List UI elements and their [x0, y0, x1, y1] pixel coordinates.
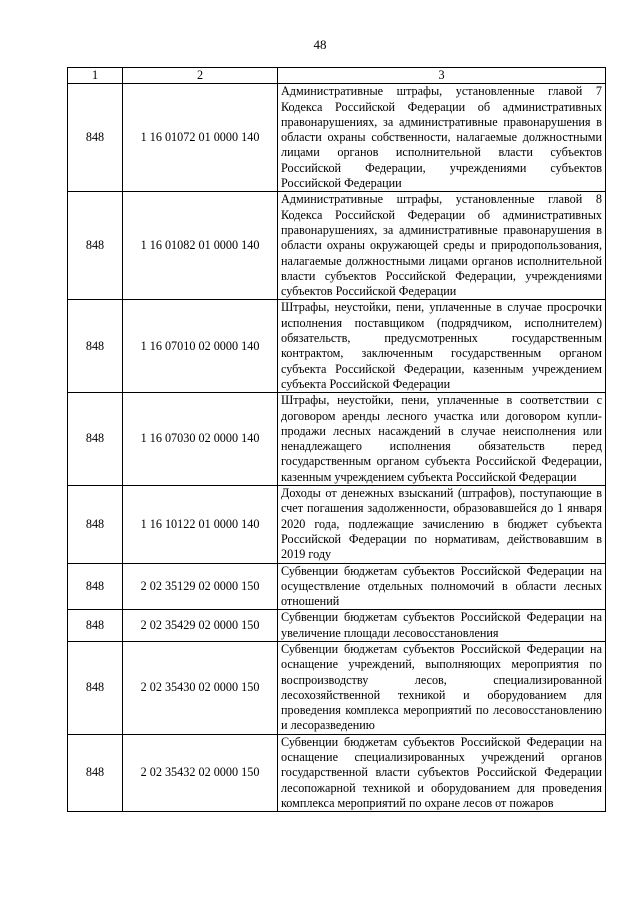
column-header-2: 2: [123, 68, 278, 84]
table-row: [68, 563, 606, 610]
admin-code-cell: 848: [68, 300, 123, 393]
table-row: [68, 192, 606, 300]
income-code-cell: 1 16 07030 02 0000 140: [123, 393, 278, 486]
income-code-cell: 2 02 35432 02 0000 150: [123, 734, 278, 811]
admin-code-cell: 848: [68, 393, 123, 486]
admin-code-cell: 848: [68, 734, 123, 811]
description-cell: Доходы от денежных взысканий (штрафов), поступающие в счет погашения задолженности, образовавшейся до 1 января 2020 года, подлежащие зачислению в бюджет субъекта Российской Федерации по нормативам, действовавшим в 2019 году: [278, 486, 606, 563]
income-code-cell: 1 16 10122 01 0000 140: [123, 486, 278, 563]
column-header-1: 1: [68, 68, 123, 84]
column-header-3: 3: [278, 68, 606, 84]
description-cell: Штрафы, неустойки, пени, уплаченные в случае просрочки исполнения поставщиком (подрядчиком, исполнителем) обязательств, предусмотренных государственным контрактом, заключенным государственным органом субъекта Российской Федерации, казенным учреждением субъекта Российской Федерации: [278, 300, 606, 393]
table-header-row: [68, 68, 606, 84]
budget-classification-table: [67, 67, 606, 812]
income-code-cell: 1 16 01082 01 0000 140: [123, 192, 278, 300]
admin-code-cell: 848: [68, 84, 123, 192]
table-row: [68, 641, 606, 734]
table-row: [68, 393, 606, 486]
income-code-cell: 2 02 35430 02 0000 150: [123, 641, 278, 734]
description-cell: Субвенции бюджетам субъектов Российской Федерации на увеличение площади лесовосстановления: [278, 610, 606, 642]
income-code-cell: 1 16 01072 01 0000 140: [123, 84, 278, 192]
description-cell: Штрафы, неустойки, пени, уплаченные в соответствии с договором аренды лесного участка или договором купли-продажи лесных насаждений в случае неисполнения или ненадлежащего исполнения обязательств перед государственным органом субъекта Российской Федерации, казенным учреждением субъекта Российской Федерации: [278, 393, 606, 486]
table-row: [68, 610, 606, 642]
admin-code-cell: 848: [68, 563, 123, 610]
table-row: [68, 486, 606, 563]
income-code-cell: 1 16 07010 02 0000 140: [123, 300, 278, 393]
description-cell: Субвенции бюджетам субъектов Российской Федерации на оснащение учреждений, выполняющих мероприятия по воспроизводству лесов, специализированной лесохозяйственной техникой и оборудованием для проведения комплекса мероприятий по лесовосстановлению и лесоразведению: [278, 641, 606, 734]
income-code-cell: 2 02 35429 02 0000 150: [123, 610, 278, 642]
income-code-cell: 2 02 35129 02 0000 150: [123, 563, 278, 610]
admin-code-cell: 848: [68, 641, 123, 734]
table-row: [68, 84, 606, 192]
description-cell: Административные штрафы, установленные главой 7 Кодекса Российской Федерации об административных правонарушениях, за административные правонарушения в области охраны собственности, налагаемые должностными лицами органов исполнительной власти субъектов Российской Федерации, учреждениями субъектов Российской Федерации: [278, 84, 606, 192]
table-row: [68, 734, 606, 811]
table-row: [68, 300, 606, 393]
description-cell: Административные штрафы, установленные главой 8 Кодекса Российской Федерации об административных правонарушениях, за административные правонарушения в области охраны окружающей среды и природопользования, налагаемые должностными лицами органов исполнительной власти субъектов Российской Федерации, учреждениями субъектов Российской Федерации: [278, 192, 606, 300]
admin-code-cell: 848: [68, 192, 123, 300]
admin-code-cell: 848: [68, 610, 123, 642]
admin-code-cell: 848: [68, 486, 123, 563]
description-cell: Субвенции бюджетам субъектов Российской Федерации на оснащение специализированных учреждений органов государственной власти субъектов Российской Федерации лесопожарной техникой и оборудованием для проведения комплекса мероприятий по охране лесов от пожаров: [278, 734, 606, 811]
page-number: 48: [313, 37, 327, 52]
description-cell: Субвенции бюджетам субъектов Российской Федерации на осуществление отдельных полномочий в области лесных отношений: [278, 563, 606, 610]
